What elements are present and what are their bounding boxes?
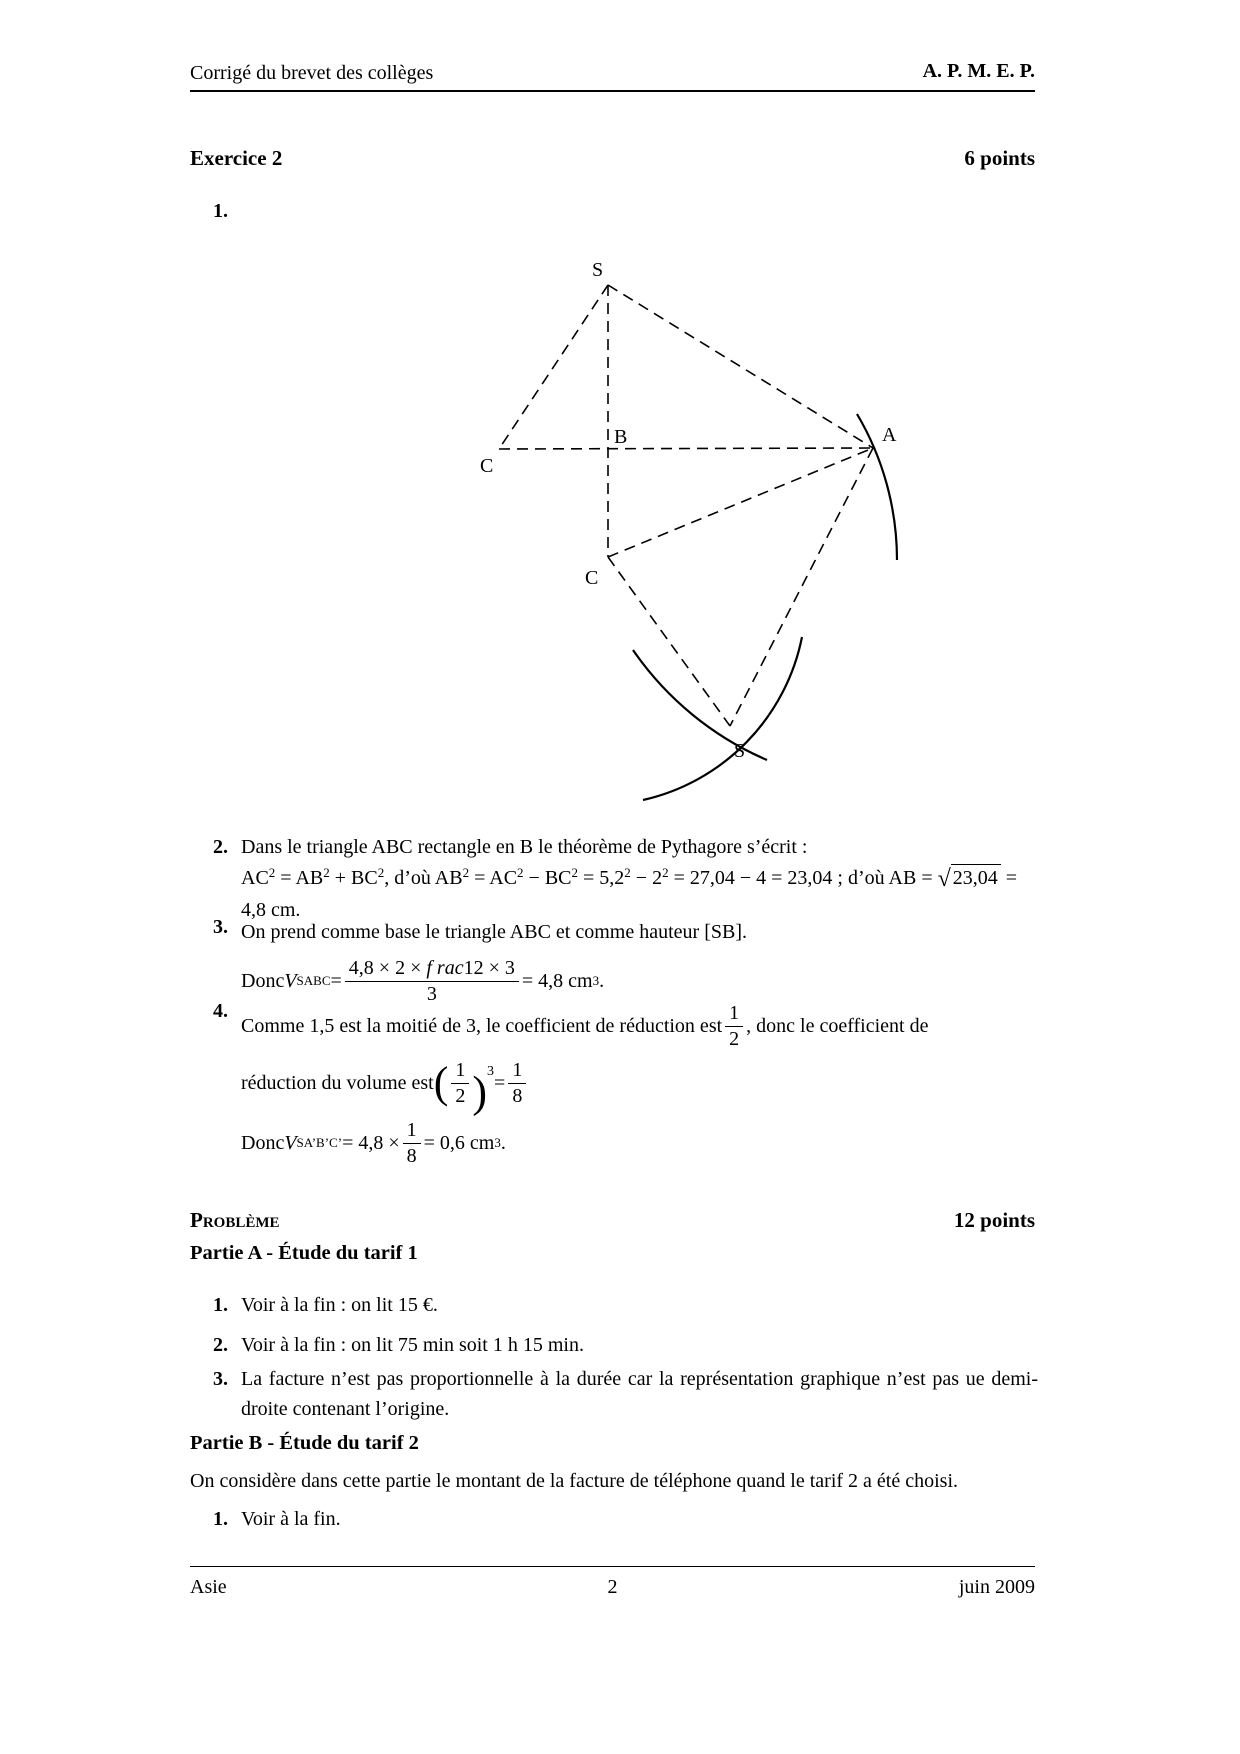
math-fragment — [345, 957, 519, 1005]
math-fragment: 4,8 × 2 × — [348, 957, 427, 980]
math-fragment — [508, 1059, 526, 1083]
list-marker: 2. — [213, 1334, 228, 1356]
figure-dashed-edge — [608, 285, 873, 448]
exercise-item-1-marker: 1. — [213, 200, 228, 222]
math-fragment: Donc — [241, 969, 285, 992]
math-fragment: AC — [241, 867, 269, 889]
solution-2-text: Dans le triangle ABC rectangle en B le théorème de Pythagore s’écrit : — [241, 836, 808, 858]
math-fragment — [403, 1119, 421, 1167]
math-fragment: 2 — [624, 865, 631, 880]
math-fragment — [937, 866, 1001, 892]
figure-dashed-edge — [499, 285, 608, 449]
math-fragment: 3 — [426, 982, 437, 1005]
header-right: A. P. M. E. P. — [922, 60, 1035, 82]
math-fragment: 1 — [455, 1059, 466, 1082]
figure-point-label: S — [592, 259, 604, 281]
math-fragment — [403, 1144, 421, 1167]
solution-item-4 — [213, 1000, 1038, 1172]
math-fragment: = 4,8 cm — [521, 969, 593, 992]
figure-point-label: S — [734, 740, 746, 762]
math-fragment — [725, 1002, 743, 1050]
figure-compass-arc — [633, 650, 767, 760]
header-rule — [190, 90, 1035, 92]
math-fragment — [451, 1059, 469, 1083]
partieA-title: Partie A - Étude du tarif 1 — [190, 1242, 418, 1264]
math-fragment — [508, 1059, 526, 1107]
figure-point-label: C — [585, 567, 599, 589]
solution-2-formula — [241, 863, 1038, 895]
math-fragment: 1 — [729, 1002, 740, 1025]
math-fragment — [345, 957, 519, 981]
partieB-item-1 — [213, 1508, 1038, 1531]
math-fragment: 1 — [512, 1059, 523, 1082]
math-fragment: 2 — [377, 865, 385, 880]
list-marker: 2. — [213, 836, 228, 858]
partieA-item-3 — [213, 1364, 1038, 1424]
figure-point-label: C — [480, 455, 494, 477]
math-fragment: 23,04 — [951, 864, 1001, 889]
partieA-item-3-text: La facture n’est pas proportionnelle à la durée car la représentation graphique n’est pas ue demi-droite contenant l’origine. — [241, 1368, 1038, 1420]
math-fragment: 2 — [323, 865, 330, 880]
figure-dashed-edge — [608, 448, 873, 557]
math-fragment: V — [284, 1131, 297, 1154]
solution-3-formula: Donc V SABC = $\frac{\text{4,8 × 2 × f rac12 × 3}}{3}$ = 4,8 cm 3 . — [241, 957, 605, 1005]
math-fragment: 2 — [571, 865, 579, 880]
figure-dashed-edge — [608, 557, 730, 726]
solution-item-2-body — [241, 832, 1038, 926]
math-fragment: = AC — [469, 867, 518, 889]
list-marker: 4. — [213, 1000, 228, 1022]
math-fragment: 2 — [662, 865, 669, 880]
math-fragment: V — [284, 969, 297, 992]
math-fragment: , d’où AB — [384, 867, 463, 889]
math-fragment — [725, 1027, 743, 1050]
math-fragment: = — [330, 969, 342, 992]
solution-4-line-1 — [241, 1000, 1038, 1052]
math-fragment: = 27,04 − 4 = 23,04 ; d’où AB = — [668, 867, 938, 889]
exercise-title: Exercice 2 — [190, 146, 283, 170]
math-fragment: 2 — [455, 1084, 466, 1107]
partieA-item-2 — [213, 1334, 1038, 1357]
math-fragment: − BC — [523, 867, 572, 889]
probleme-title: Problème — [190, 1208, 280, 1232]
math-fragment: = — [1000, 867, 1018, 889]
partieB-intro: On considère dans cette partie le montant de la facture de téléphone quand le tarif 2 a été choisi. — [190, 1470, 959, 1492]
math-fragment: 3 — [487, 1063, 495, 1079]
math-fragment: réduction du volume est — [241, 1071, 434, 1094]
math-fragment — [451, 1084, 469, 1107]
math-fragment: . — [500, 1131, 506, 1154]
math-fragment: f rac — [426, 957, 464, 980]
partieA-item-1 — [213, 1294, 1038, 1317]
partieA-item-1-text: Voir à la fin : on lit 15 €. — [241, 1294, 438, 1316]
header-left: Corrigé du brevet des collèges — [190, 62, 434, 84]
solution-item-2 — [213, 832, 1038, 926]
partieA-item-2-text: Voir à la fin : on lit 75 min soit 1 h 15 min. — [241, 1334, 584, 1356]
math-fragment: = 4,8 × — [342, 1131, 400, 1154]
math-fragment: . — [599, 969, 605, 992]
math-fragment — [451, 1059, 469, 1107]
list-marker: 3. — [213, 1368, 228, 1390]
math-fragment: √ — [937, 866, 951, 892]
figure-dashed-edge — [730, 448, 873, 726]
math-fragment: , donc le coefficient de — [746, 1014, 929, 1037]
figure-point-label: A — [882, 424, 897, 446]
footer-rule — [190, 1566, 1035, 1567]
math-fragment: 8 — [406, 1144, 417, 1167]
figure-compass-arc — [643, 637, 802, 800]
math-fragment: 2 — [517, 865, 524, 880]
math-fragment: = AB — [275, 867, 324, 889]
solution-4-line-3: Donc V SA’B’C’ = 4,8 × $\frac{1}{8}$ = 0,6 cm 3 . — [241, 1119, 506, 1167]
math-fragment: = — [494, 1071, 506, 1094]
solution-2-result: 4,8 cm. — [241, 899, 301, 921]
footer-left: Asie — [190, 1576, 227, 1598]
footer-page-number: 2 — [607, 1576, 618, 1598]
math-fragment: + BC — [329, 867, 378, 889]
math-fragment: 2 — [268, 865, 276, 880]
geometric-construction-figure — [430, 240, 955, 812]
math-fragment: 2 — [729, 1027, 740, 1050]
math-fragment — [508, 1084, 526, 1107]
figure-point-label: B — [614, 426, 628, 448]
list-marker: 1. — [213, 1508, 228, 1530]
footer-right: juin 2009 — [958, 1576, 1035, 1598]
list-marker: 3. — [213, 916, 228, 938]
math-fragment: = 5,2 — [578, 867, 625, 889]
math-fragment — [472, 1063, 495, 1116]
math-fragment: 8 — [512, 1084, 523, 1107]
partieB-title: Partie B - Étude du tarif 2 — [190, 1432, 419, 1454]
math-fragment: = 0,6 cm — [423, 1131, 495, 1154]
math-fragment: ) — [472, 1066, 488, 1116]
probleme-points: 12 points — [953, 1208, 1035, 1232]
list-marker: 1. — [213, 1294, 228, 1316]
math-fragment: 2 — [462, 865, 470, 880]
solution-4-line-2: réduction du volume est ( $\frac{1}{2}$ )$^3$ = $\frac{1}{8}$ — [241, 1052, 1038, 1114]
math-fragment: Comme 1,5 est la moitié de 3, le coefficient de réduction est — [241, 1014, 723, 1037]
exercise-points: 6 points — [964, 146, 1035, 170]
figure-dashed-edge — [499, 448, 873, 449]
math-fragment: 1 — [406, 1119, 417, 1142]
solution-item-4-body — [241, 1000, 1038, 1172]
math-fragment: − 2 — [630, 867, 663, 889]
solution-3-text: On prend comme base le triangle ABC et comme hauteur [SB]. — [241, 921, 747, 943]
math-fragment — [403, 1119, 421, 1143]
partieB-item-1-text: Voir à la fin. — [241, 1508, 341, 1530]
math-fragment: 12 × 3 — [463, 957, 515, 980]
math-fragment — [725, 1002, 743, 1026]
math-fragment: Donc — [241, 1131, 285, 1154]
